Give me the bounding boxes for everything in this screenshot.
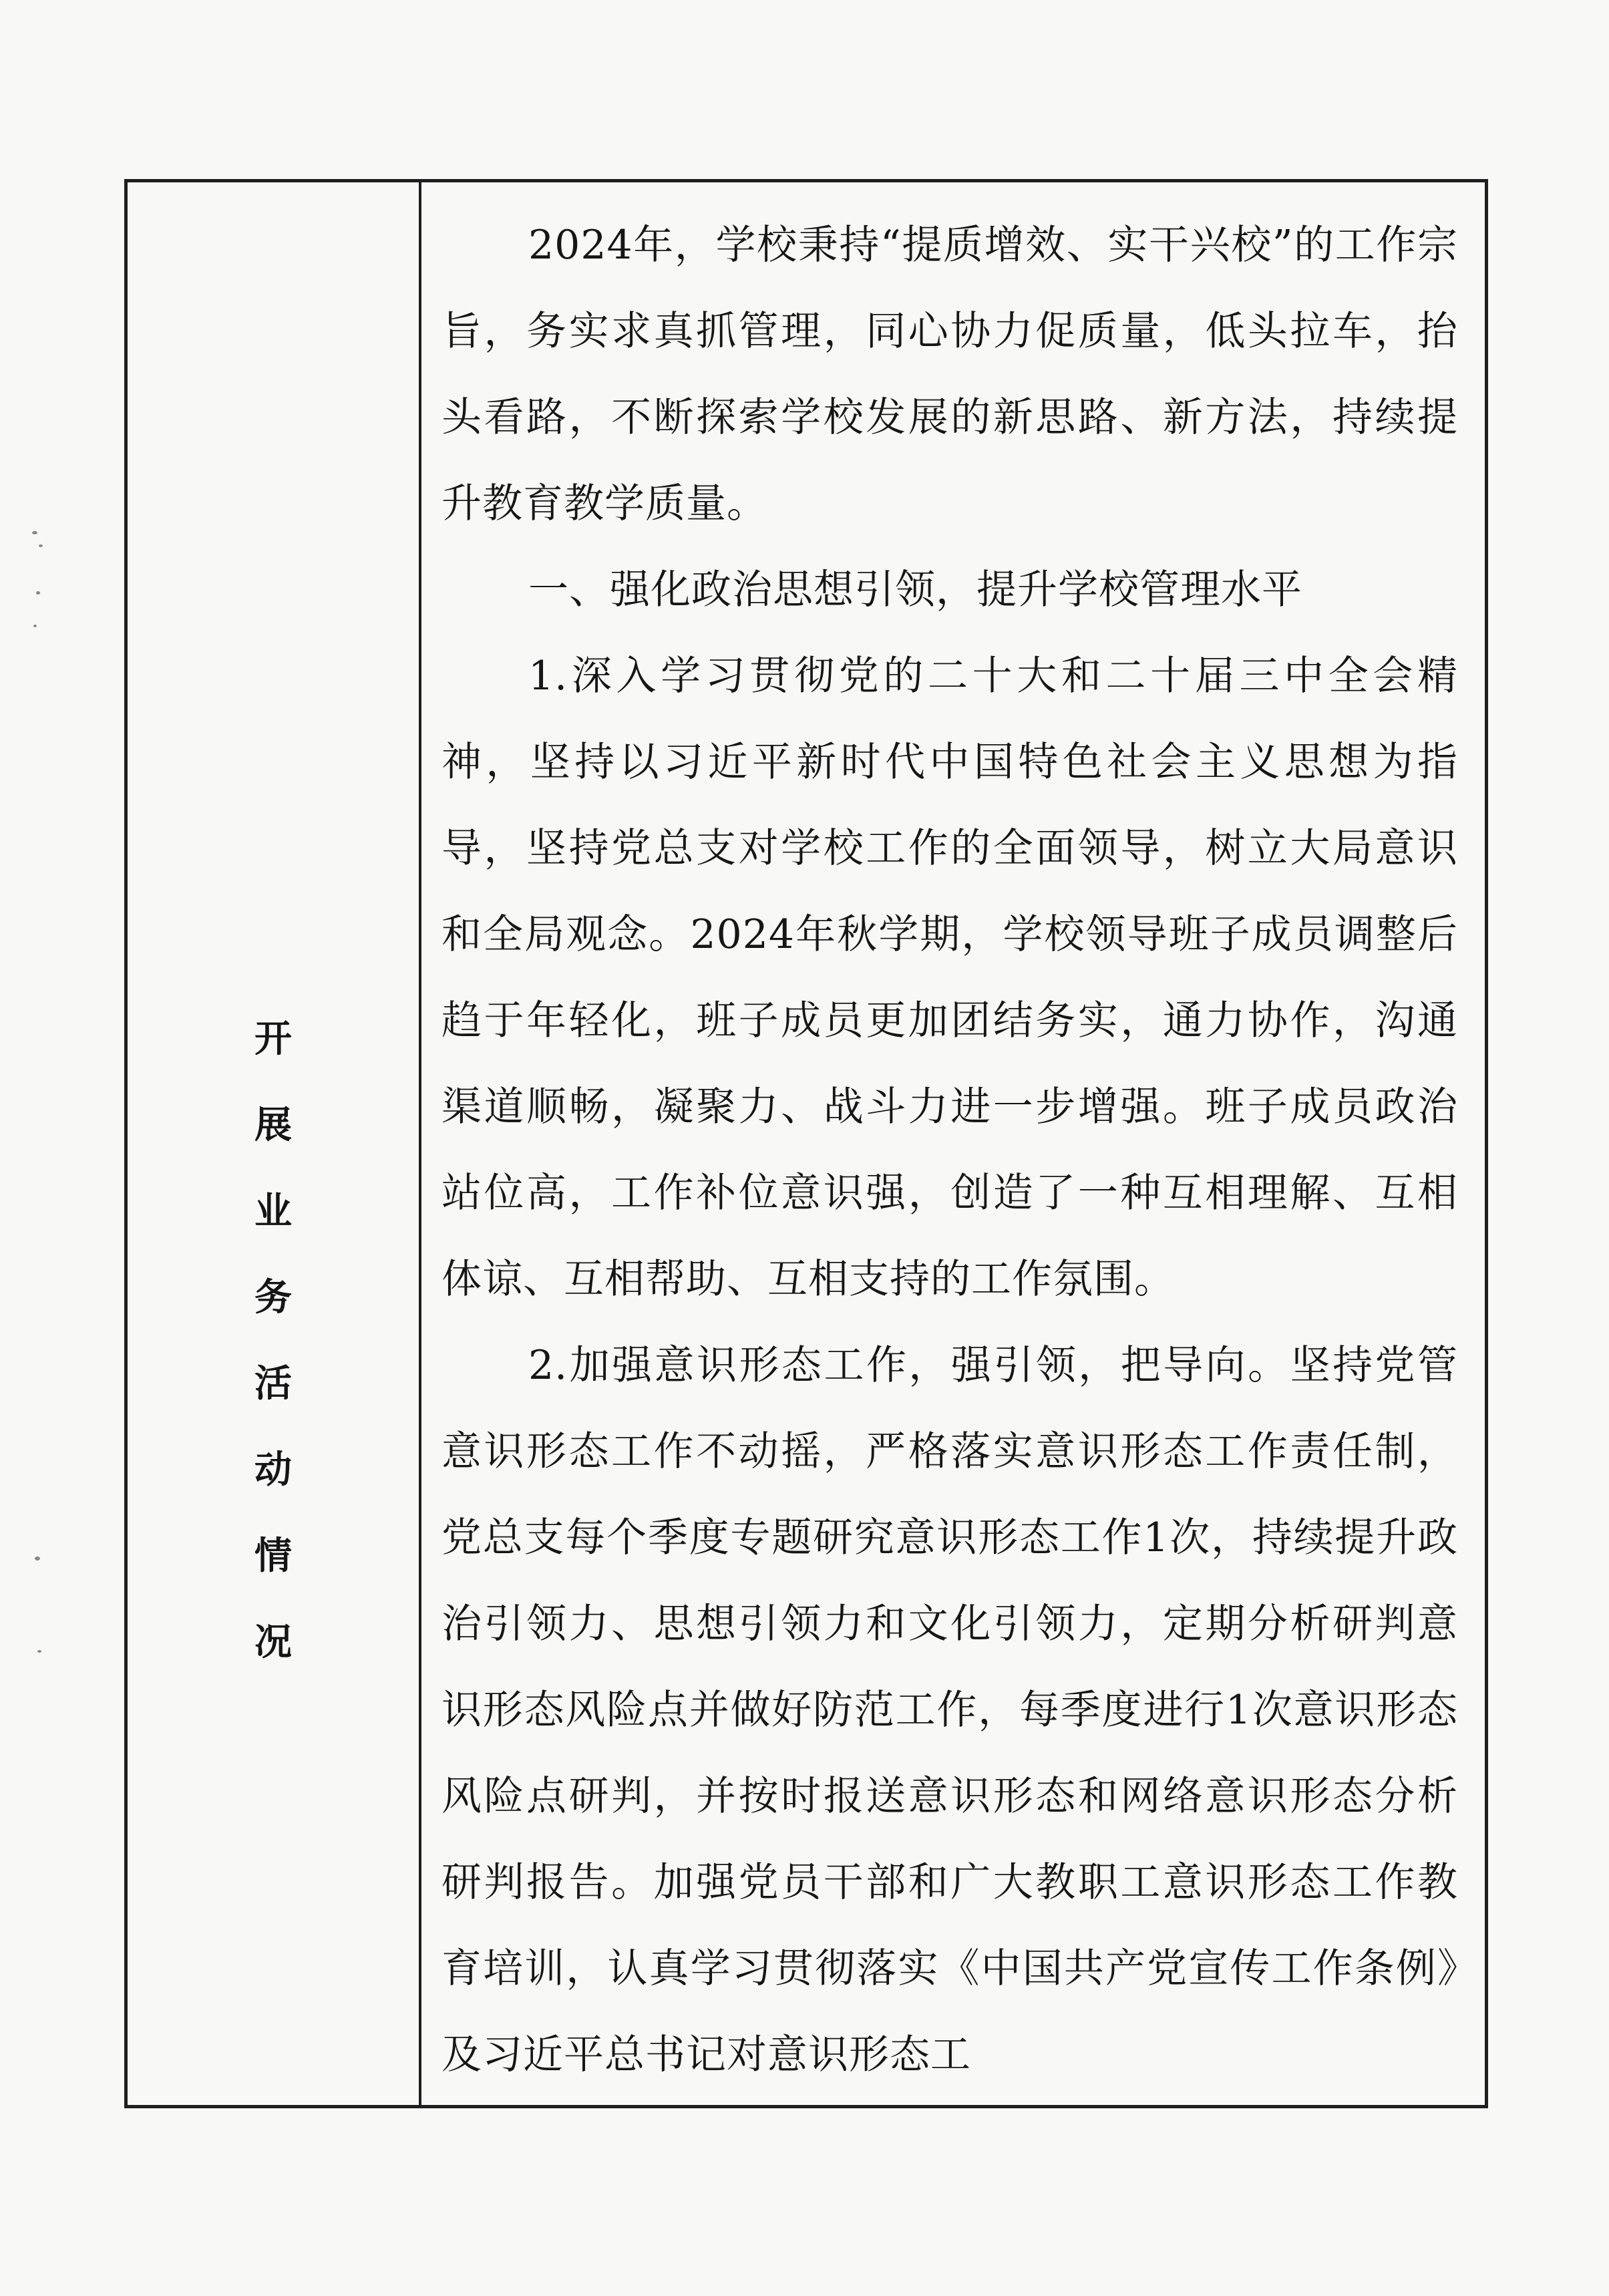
row-label-char: 务 [254,1275,292,1319]
row-label [128,996,419,1685]
item-1-paragraph: 1.深入学习贯彻党的二十大和二十届三中全会精神，坚持以习近平新时代中国特色社会主义思想为指导，坚持党总支对学校工作的全面领导，树立大局意识和全局观念。2024年秋学期，学校领导班子成员调整后趋于年轻化，班子成员更加团结务实，通力协作，沟通渠道顺畅，凝聚力、战斗力进一步增强。班子成员政治站位高，工作补位意识强，创造了一种互相理解、互相体谅、互相帮助、互相支持的工作氛围。 [441,653,1458,1303]
row-label-char: 况 [254,1620,292,1664]
scan-speck [32,531,37,534]
intro-paragraph: 2024年，学校秉持“提质增效、实干兴校”的工作宗旨，务实求真抓管理，同心协力促质量，低头拉车，抬头看路，不断探索学校发展的新思路、新方法，持续提升教育教学质量。 [441,222,1458,527]
scan-speck [33,625,37,627]
scan-speck [35,1556,40,1561]
row-label-char: 开 [254,1017,292,1061]
row-label-char: 业 [254,1189,292,1233]
row-label-char: 情 [254,1534,292,1578]
section-heading: 一、强化政治思想引领，提升学校管理水平 [528,566,1302,613]
scan-speck [37,1650,41,1653]
form-table [124,179,1488,2108]
row-label-char: 动 [254,1448,292,1492]
item-2-paragraph: 2.加强意识形态工作，强引领，把导向。坚持党管意识形态工作不动摇，严格落实意识形态工作责任制，党总支每个季度专题研究意识形态工作1次，持续提升政治引领力、思想引领力和文化引领力，定期分析研判意识形态风险点并做好防范工作，每季度进行1次意识形态风险点研判，并按时报送意识形态和网络意识形态分析研判报告。加强党员干部和广大教职工意识形态工作教育培训，认真学习贯彻落实《中国共产党宣传工作条例》及习近平总书记对意识形态工 [441,1342,1458,2078]
row-label-char: 展 [254,1103,292,1147]
scan-speck [36,591,40,595]
label-cell [128,182,421,2105]
scan-speck [39,544,43,547]
content-cell [421,182,1485,2105]
row-label-char: 活 [254,1361,292,1406]
